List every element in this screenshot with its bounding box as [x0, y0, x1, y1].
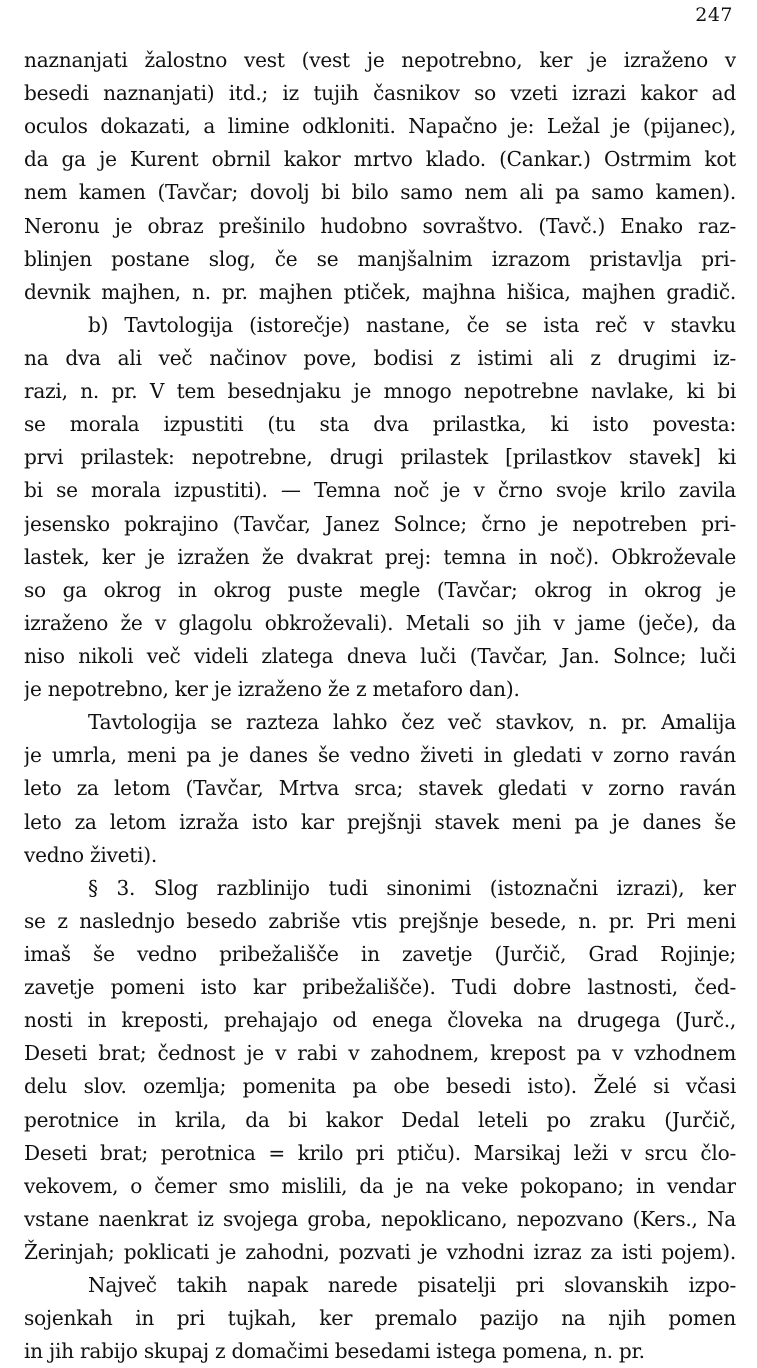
text-line: perotnice in krila, da bi kakor Dedal leteli po zraku (Jurčič, [24, 1107, 736, 1132]
text-line: nem kamen (Tavčar; dovolj bi bilo samo nem ali pa samo kamen). [24, 180, 736, 205]
text-line: Deseti brat; perotnica = krilo pri ptiču). Marsikaj leži v srcu člo- [24, 1140, 736, 1165]
text-line: naznanjati žalostno vest (vest je nepotrebno, ker je izraženo v [24, 48, 736, 72]
text-line: vekovem, o čemer smo mislili, da je na veke pokopano; in vendar [24, 1173, 736, 1198]
text-line: Žerinjah; poklicati je zahodni, pozvati je vzhodni izraz za isti pojem). [24, 1239, 736, 1264]
text-line: bi se morala izpustiti). — Temna noč je v črno svoje krilo zavila [24, 478, 736, 503]
text-line: oculos dokazati, a limine odkloniti. Napačno je: Ležal je (pijanec), [24, 114, 736, 139]
text-line: vedno živeti). [24, 842, 158, 867]
text-line: izraženo že v glagolu obkroževali). Metali so jih v jame (ječe), da [24, 610, 736, 635]
text-line: Neronu je obraz prešinilo hudobno sovraštvo. (Tavč.) Enako raz- [24, 213, 736, 238]
text-line: razi, n. pr. V tem besednjaku je mnogo nepotrebne navlake, ki bi [24, 379, 736, 404]
text-line: je umrla, meni pa je danes še vedno živeti in gledati v zorno raván [24, 743, 736, 768]
text-line: Deseti brat; čednost je v rabi v zahodnem, krepost pa v vzhodnem [24, 1041, 736, 1066]
text-line: niso nikoli več videli zlatega dneva luči (Tavčar, Jan. Solnce; luči [24, 643, 736, 668]
text-line: devnik majhen, n. pr. majhen ptiček, majhna hišica, majhen gradič. [24, 279, 736, 304]
text-line: so ga okrog in okrog puste megle (Tavčar; okrog in okrog je [24, 577, 736, 602]
text-line: prvi prilastek: nepotrebne, drugi prilastek [prilastkov stavek] ki [24, 445, 736, 470]
text-line: b) Tavtologija (istorečje) nastane, če se ista reč v stavku [88, 312, 736, 337]
body-text [24, 44, 736, 1368]
text-line: na dva ali več načinov pove, bodisi z istimi ali z drugimi iz- [24, 345, 736, 370]
text-line: lastek, ker je izražen že dvakrat prej: temna in noč). Obkroževale [24, 544, 736, 569]
text-line: blinjen postane slog, če se manjšalnim izrazom pristavlja pri- [24, 246, 736, 271]
text-line: sojenkah in pri tujkah, ker premalo pazijo na njih pomen [24, 1306, 736, 1331]
text-line: nosti in kreposti, prehajajo od enega človeka na drugega (Jurč., [24, 1008, 736, 1033]
text-line: zavetje pomeni isto kar pribežališče). Tudi dobre lastnosti, čed- [24, 975, 736, 1000]
text-line: Tavtologija se razteza lahko čez več stavkov, n. pr. Amalija [88, 710, 736, 735]
text-line: delu slov. ozemlja; pomenita pa obe besedi isto). Želé si včasi [24, 1074, 736, 1099]
text-line: se z naslednjo besedo zabriše vtis prejšnje besede, n. pr. Pri meni [24, 908, 736, 933]
text-line: vstane naenkrat iz svojega groba, nepoklicano, nepozvano (Kers., Na [24, 1206, 736, 1231]
text-line: Največ takih napak narede pisatelji pri slovanskih izpo- [88, 1273, 736, 1298]
text-line: in jih rabijo skupaj z domačimi besedami istega pomena, n. pr. [24, 1339, 645, 1364]
text-line: se morala izpustiti (tu sta dva prilastka, ki isto povesta: [24, 412, 736, 437]
text-line: leto za letom izraža isto kar prejšnji stavek meni pa je danes še [24, 809, 736, 834]
text-line: je nepotrebno, ker je izraženo že z metaforo dan). [24, 677, 520, 702]
text-line: da ga je Kurent obrnil kakor mrtvo klado. (Cankar.) Ostrmim kot [24, 147, 736, 172]
text-line: leto za letom (Tavčar, Mrtva srca; stavek gledati v zorno raván [24, 776, 736, 801]
text-line: besedi naznanjati) itd.; iz tujih časnikov so vzeti izrazi kakor ad [24, 81, 736, 106]
text-line: jesensko pokrajino (Tavčar, Janez Solnce; črno je nepotreben pri- [24, 511, 736, 536]
text-line: imaš še vedno pribežališče in zavetje (Jurčič, Grad Rojinje; [24, 941, 736, 966]
page-number: 247 [695, 4, 733, 26]
text-line: § 3. Slog razblinijo tudi sinonimi (istoznačni izrazi), ker [88, 875, 736, 900]
